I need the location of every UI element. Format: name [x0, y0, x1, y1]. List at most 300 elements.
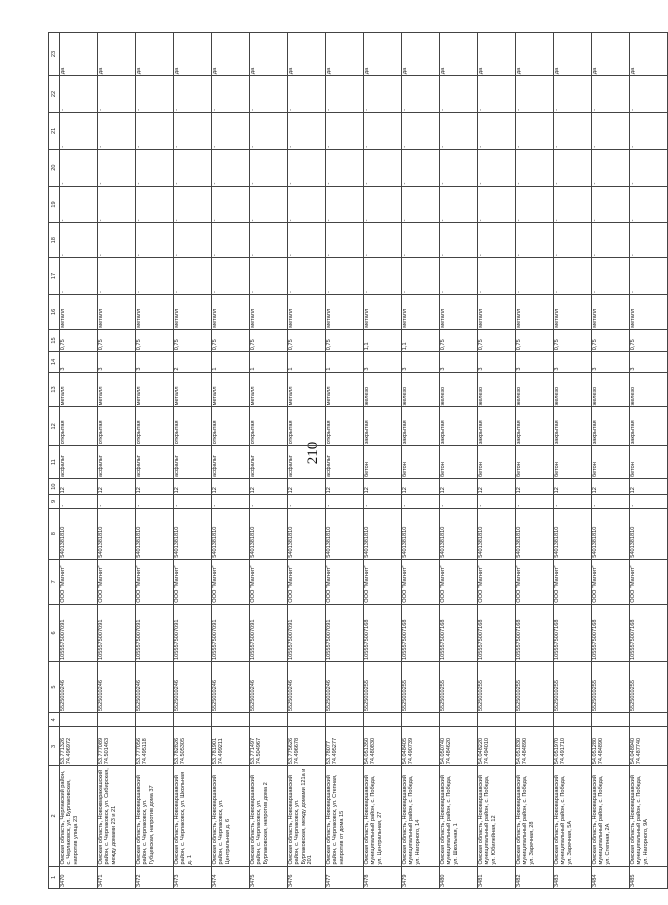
table-cell-col-2: Омская область, Новокваракашский район, с. Черлаковск, ул. Сибирская, между домами 23 и 21 — [98, 766, 136, 866]
table-row — [630, 33, 668, 889]
table-cell-col-8: 5401381810 — [212, 508, 250, 559]
table-cell-col-18: - — [440, 223, 478, 258]
table-cell-col-7: ООО "Магнит" — [288, 559, 326, 604]
table-cell-col-15: 0,75 — [554, 329, 592, 351]
column-number-13: 13 — [49, 372, 60, 407]
table-cell-col-5: 5525010246 — [288, 662, 326, 713]
table-cell-col-14: 3 — [554, 352, 592, 372]
table-cell-col-12: открытая — [174, 407, 212, 446]
table-cell-col-22: - — [440, 76, 478, 113]
table-cell-col-21: - — [516, 112, 554, 149]
table-cell-col-2: Омская область, Нововаршавский муниципальный район, с. Победа, ул. Юбилейная, 12 — [478, 766, 516, 866]
table-cell-col-8: 5401381810 — [174, 508, 212, 559]
table-cell-col-6: 1055575007091 — [60, 604, 98, 661]
table-cell-col-4 — [402, 713, 440, 727]
table-cell-col-13: металл — [136, 372, 174, 407]
table-cell-col-11: асфальт — [136, 446, 174, 479]
table-cell-col-10: 12 — [212, 478, 250, 494]
table-cell-col-14: 1 — [212, 352, 250, 372]
table-cell-col-4 — [60, 713, 98, 727]
table-cell-col-14: 3 — [630, 352, 668, 372]
column-number-16: 16 — [49, 294, 60, 329]
table-cell-col-7: ООО "Магнит" — [592, 559, 630, 604]
table-cell-col-20: - — [364, 149, 402, 186]
table-cell-col-5: 5525010246 — [212, 662, 250, 713]
table-row — [288, 33, 326, 889]
column-number-row — [49, 33, 60, 889]
table-cell-col-7: ООО "Магнит" — [98, 559, 136, 604]
table-cell-col-15: 1,1 — [402, 329, 440, 351]
table-cell-col-21: - — [554, 112, 592, 149]
table-cell-col-9: - — [440, 495, 478, 508]
table-cell-col-1: 3474 — [212, 866, 250, 888]
table-cell-col-21: - — [592, 112, 630, 149]
table-cell-col-18: - — [554, 223, 592, 258]
table-cell-col-3: 53.781901 74.499211 — [212, 727, 250, 766]
table-cell-col-1: 3476 — [288, 866, 326, 888]
table-row — [326, 33, 364, 889]
table-cell-col-2: Омская область, Нововаршавский район, с. Черлаковск, ул. Бурлаковская, между домами 121а и 201 — [288, 766, 326, 866]
table-cell-col-19: - — [630, 186, 668, 223]
table-cell-col-3: 53.775626 74.496678 — [288, 727, 326, 766]
table-cell-col-9: - — [630, 495, 668, 508]
table-cell-col-17: - — [212, 258, 250, 295]
table-cell-col-18: - — [402, 223, 440, 258]
table-cell-col-13: металл — [288, 372, 326, 407]
table-cell-col-10: 12 — [554, 478, 592, 494]
table-cell-col-14: 3 — [364, 352, 402, 372]
table-cell-col-4 — [136, 713, 174, 727]
table-cell-col-20: - — [60, 149, 98, 186]
table-cell-col-10: 12 — [250, 478, 288, 494]
table-cell-col-1: 3472 — [136, 866, 174, 888]
table-cell-col-4 — [98, 713, 136, 727]
table-cell-col-17: - — [592, 258, 630, 295]
table-cell-col-1: 3470 — [60, 866, 98, 888]
table-cell-col-18: - — [174, 223, 212, 258]
table-cell-col-13: железо — [554, 372, 592, 407]
table-cell-col-10: 12 — [136, 478, 174, 494]
table-cell-col-14: 3 — [478, 352, 516, 372]
table-cell-col-15: 0,75 — [136, 329, 174, 351]
table-cell-col-7: ООО "Магнит" — [250, 559, 288, 604]
column-number-2: 2 — [49, 766, 60, 866]
table-cell-col-8: 5401381810 — [98, 508, 136, 559]
table-cell-col-9: - — [326, 495, 364, 508]
table-cell-col-2: Омская область, Нововаршавский район, с. Черлаковск, ул. Степная, напротив от дома 15 — [326, 766, 364, 866]
column-number-12: 12 — [49, 407, 60, 446]
table-cell-col-8: 5401381810 — [516, 508, 554, 559]
table-cell-col-11: бетон — [402, 446, 440, 479]
table-cell-col-23: да — [98, 33, 136, 76]
table-row — [98, 33, 136, 889]
table-cell-col-17: - — [402, 258, 440, 295]
table-cell-col-11: бетон — [364, 446, 402, 479]
table-cell-col-4 — [554, 713, 592, 727]
table-cell-col-23: да — [402, 33, 440, 76]
table-cell-col-19: - — [136, 186, 174, 223]
table-cell-col-5: 5525010255 — [478, 662, 516, 713]
table-cell-col-6: 1055575007168 — [440, 604, 478, 661]
table-cell-col-14: 1 — [250, 352, 288, 372]
table-cell-col-13: металл — [98, 372, 136, 407]
table-cell-col-23: да — [212, 33, 250, 76]
table-cell-col-17: - — [478, 258, 516, 295]
table-cell-col-10: 12 — [98, 478, 136, 494]
table-cell-col-6: 1055575007168 — [592, 604, 630, 661]
table-cell-col-22: - — [212, 76, 250, 113]
column-number-7: 7 — [49, 559, 60, 604]
table-cell-col-11: бетон — [630, 446, 668, 479]
table-cell-col-19: - — [402, 186, 440, 223]
table-cell-col-7: ООО "Магнит" — [554, 559, 592, 604]
table-row — [174, 33, 212, 889]
column-number-21: 21 — [49, 112, 60, 149]
column-number-4: 4 — [49, 713, 60, 727]
table-cell-col-12: открытая — [212, 407, 250, 446]
table-cell-col-23: да — [478, 33, 516, 76]
column-number-6: 6 — [49, 604, 60, 661]
table-row — [60, 33, 98, 889]
table-cell-col-21: - — [440, 112, 478, 149]
column-number-15: 15 — [49, 329, 60, 351]
table-cell-col-7: ООО "Магнит" — [440, 559, 478, 604]
table-cell-col-8: 5401381810 — [592, 508, 630, 559]
table-row — [478, 33, 516, 889]
table-cell-col-17: - — [364, 258, 402, 295]
table-cell-col-10: 12 — [402, 478, 440, 494]
table-cell-col-9: - — [592, 495, 630, 508]
table-cell-col-21: - — [288, 112, 326, 149]
table-cell-col-11: бетон — [478, 446, 516, 479]
table-cell-col-2: Омская область, Нововаршавский муниципальный район, с. Победа, ул. Заречная, 5А — [554, 766, 592, 866]
table-cell-col-9: - — [516, 495, 554, 508]
registry-table — [48, 32, 668, 889]
table-cell-col-7: ООО "Магнит" — [60, 559, 98, 604]
table-cell-col-22: - — [592, 76, 630, 113]
table-cell-col-5: 5525010246 — [136, 662, 174, 713]
table-cell-col-15: 0,75 — [516, 329, 554, 351]
table-cell-col-19: - — [364, 186, 402, 223]
table-cell-col-19: - — [592, 186, 630, 223]
table-cell-col-22: - — [630, 76, 668, 113]
table-cell-col-5: 5525010255 — [402, 662, 440, 713]
table-cell-col-9: - — [288, 495, 326, 508]
table-cell-col-2: Омская область, Нововаршавский район, с. Черлаковск, ул. Бурлаковская, напротив дома 2 — [250, 766, 288, 866]
table-row — [402, 33, 440, 889]
table-cell-col-23: да — [288, 33, 326, 76]
table-cell-col-17: - — [174, 258, 212, 295]
table-cell-col-8: 5401381810 — [630, 508, 668, 559]
table-cell-col-23: да — [326, 33, 364, 76]
table-cell-col-10: 12 — [478, 478, 516, 494]
table-cell-col-12: открытая — [60, 407, 98, 446]
table-cell-col-19: - — [250, 186, 288, 223]
table-cell-col-4 — [326, 713, 364, 727]
table-cell-col-7: ООО "Магнит" — [516, 559, 554, 604]
table-cell-col-17: - — [98, 258, 136, 295]
table-cell-col-14: 3 — [440, 352, 478, 372]
table-cell-col-13: железо — [478, 372, 516, 407]
table-cell-col-16: металл — [174, 294, 212, 329]
table-cell-col-8: 5401381810 — [402, 508, 440, 559]
table-cell-col-5: 5525010255 — [554, 662, 592, 713]
table-cell-col-16: металл — [478, 294, 516, 329]
table-cell-col-1: 3483 — [554, 866, 592, 888]
table-cell-col-6: 1055575007091 — [174, 604, 212, 661]
table-cell-col-1: 3477 — [326, 866, 364, 888]
column-number-23: 23 — [49, 33, 60, 76]
table-cell-col-16: металл — [440, 294, 478, 329]
table-cell-col-5: 5525010246 — [326, 662, 364, 713]
table-cell-col-18: - — [516, 223, 554, 258]
table-cell-col-21: - — [630, 112, 668, 149]
table-cell-col-22: - — [136, 76, 174, 113]
table-cell-col-15: 0,75 — [592, 329, 630, 351]
table-cell-col-6: 1055575007091 — [212, 604, 250, 661]
table-cell-col-13: железо — [402, 372, 440, 407]
table-cell-col-5: 5525010255 — [592, 662, 630, 713]
table-cell-col-22: - — [174, 76, 212, 113]
table-cell-col-15: 1,1 — [364, 329, 402, 351]
table-cell-col-18: - — [592, 223, 630, 258]
table-cell-col-17: - — [554, 258, 592, 295]
table-cell-col-16: металл — [516, 294, 554, 329]
table-cell-col-17: - — [630, 258, 668, 295]
table-cell-col-2: Омская область, Нововаршавский район, с. Черлаковск, ул. Центральная д. 6 — [212, 766, 250, 866]
column-number-10: 10 — [49, 478, 60, 494]
table-cell-col-4 — [592, 713, 630, 727]
table-cell-col-3: 54.051350 74.480830 — [364, 727, 402, 766]
table-cell-col-9: - — [478, 495, 516, 508]
table-cell-col-17: - — [136, 258, 174, 295]
table-cell-col-6: 1055575007091 — [136, 604, 174, 661]
table-cell-col-22: - — [364, 76, 402, 113]
table-cell-col-12: открытая — [326, 407, 364, 446]
table-cell-col-19: - — [478, 186, 516, 223]
table-cell-col-17: - — [60, 258, 98, 295]
table-cell-col-14: 3 — [98, 352, 136, 372]
table-cell-col-2: Омская область, Нововаршавский район, с. Черлаковск, ул. Школьная д. 1 — [174, 766, 212, 866]
table-cell-col-3: 53.782826 74.505305 — [174, 727, 212, 766]
table-cell-col-11: асфальт — [326, 446, 364, 479]
table-cell-col-10: 12 — [174, 478, 212, 494]
table-row — [136, 33, 174, 889]
table-cell-col-14: 3 — [136, 352, 174, 372]
table-cell-col-10: 12 — [516, 478, 554, 494]
table-cell-col-18: - — [326, 223, 364, 258]
table-cell-col-21: - — [136, 112, 174, 149]
table-cell-col-11: асфальт — [174, 446, 212, 479]
table-cell-col-17: - — [326, 258, 364, 295]
table-cell-col-10: 12 — [364, 478, 402, 494]
table-cell-col-6: 1055575007091 — [288, 604, 326, 661]
table-cell-col-20: - — [250, 149, 288, 186]
table-cell-col-23: да — [364, 33, 402, 76]
table-cell-col-18: - — [212, 223, 250, 258]
table-cell-col-13: железо — [364, 372, 402, 407]
table-cell-col-1: 3475 — [250, 866, 288, 888]
table-cell-col-8: 5401381810 — [478, 508, 516, 559]
table-cell-col-5: 5525010255 — [440, 662, 478, 713]
table-cell-col-4 — [630, 713, 668, 727]
table-cell-col-15: 0,75 — [288, 329, 326, 351]
table-cell-col-13: железо — [440, 372, 478, 407]
table-cell-col-20: - — [174, 149, 212, 186]
table-cell-col-16: металл — [288, 294, 326, 329]
column-number-8: 8 — [49, 508, 60, 559]
table-cell-col-4 — [288, 713, 326, 727]
table-cell-col-9: - — [98, 495, 136, 508]
table-cell-col-5: 5525010246 — [174, 662, 212, 713]
table-cell-col-14: 1 — [326, 352, 364, 372]
table-cell-col-22: - — [516, 76, 554, 113]
table-cell-col-19: - — [98, 186, 136, 223]
table-cell-col-20: - — [98, 149, 136, 186]
table-cell-col-21: - — [98, 112, 136, 149]
table-cell-col-7: ООО "Магнит" — [364, 559, 402, 604]
table-cell-col-5: 5525010246 — [60, 662, 98, 713]
table-cell-col-15: 0,75 — [326, 329, 364, 351]
table-cell-col-7: ООО "Магнит" — [402, 559, 440, 604]
table-cell-col-12: открытая — [98, 407, 136, 446]
table-cell-col-19: - — [60, 186, 98, 223]
table-cell-col-6: 1055575007168 — [402, 604, 440, 661]
table-cell-col-16: металл — [250, 294, 288, 329]
table-cell-col-20: - — [592, 149, 630, 186]
table-cell-col-18: - — [478, 223, 516, 258]
table-cell-col-3: 53.771326 74.496972 — [60, 727, 98, 766]
table-cell-col-1: 3481 — [478, 866, 516, 888]
table-cell-col-9: - — [402, 495, 440, 508]
table-cell-col-18: - — [630, 223, 668, 258]
table-cell-col-21: - — [326, 112, 364, 149]
table-cell-col-2: Омская область, Нововаршавский муниципальный район, с. Победа, ул. Нагорного, 14 — [402, 766, 440, 866]
table-cell-col-20: - — [326, 149, 364, 186]
table-cell-col-22: - — [250, 76, 288, 113]
table-cell-col-18: - — [98, 223, 136, 258]
table-cell-col-9: - — [212, 495, 250, 508]
table-cell-col-2: Омская область, Нововаршавский муниципальный район, с. Победа, ул. Степная, 2А — [592, 766, 630, 866]
table-cell-col-11: асфальт — [60, 446, 98, 479]
table-cell-col-8: 5401381810 — [250, 508, 288, 559]
column-number-9: 9 — [49, 495, 60, 508]
table-cell-col-8: 5401381810 — [136, 508, 174, 559]
table-cell-col-9: - — [136, 495, 174, 508]
table-cell-col-1: 3471 — [98, 866, 136, 888]
table-cell-col-6: 1055575007091 — [98, 604, 136, 661]
table-cell-col-19: - — [440, 186, 478, 223]
table-cell-col-2: Омская область, Нововаршавский муниципальный район, с. Победа, ул. Нагорного, 9А — [630, 766, 668, 866]
table-cell-col-1: 3484 — [592, 866, 630, 888]
table-cell-col-5: 5525010255 — [364, 662, 402, 713]
column-number-22: 22 — [49, 76, 60, 113]
table-cell-col-16: металл — [326, 294, 364, 329]
table-cell-col-16: металл — [212, 294, 250, 329]
table-cell-col-21: - — [212, 112, 250, 149]
table-cell-col-16: металл — [592, 294, 630, 329]
column-number-17: 17 — [49, 258, 60, 295]
table-cell-col-21: - — [174, 112, 212, 149]
table-cell-col-3: 54.048405 74.490739 — [402, 727, 440, 766]
table-cell-col-6: 1055575007168 — [630, 604, 668, 661]
table-cell-col-6: 1055575007168 — [478, 604, 516, 661]
table-cell-col-9: - — [364, 495, 402, 508]
table-row — [364, 33, 402, 889]
column-number-5: 5 — [49, 662, 60, 713]
table-cell-col-16: металл — [98, 294, 136, 329]
table-cell-col-15: 0,75 — [250, 329, 288, 351]
table-cell-col-3: 54.051280 74.484890 — [592, 727, 630, 766]
table-body — [60, 33, 668, 889]
table-cell-col-10: 12 — [440, 478, 478, 494]
table-row — [250, 33, 288, 889]
table-cell-col-14: 1 — [288, 352, 326, 372]
table-cell-col-8: 5401381810 — [554, 508, 592, 559]
table-cell-col-22: - — [554, 76, 592, 113]
table-cell-col-7: ООО "Магнит" — [174, 559, 212, 604]
table-cell-col-4 — [440, 713, 478, 727]
table-cell-col-19: - — [516, 186, 554, 223]
table-cell-col-7: ООО "Магнит" — [630, 559, 668, 604]
table-cell-col-3: 53.777089 74.501463 — [98, 727, 136, 766]
table-cell-col-1: 3482 — [516, 866, 554, 888]
table-cell-col-23: да — [60, 33, 98, 76]
table-row — [440, 33, 478, 889]
table-cell-col-3: 54.051970 74.491710 — [554, 727, 592, 766]
table-cell-col-22: - — [326, 76, 364, 113]
table-cell-col-23: да — [136, 33, 174, 76]
table-cell-col-4 — [364, 713, 402, 727]
page-number: 210 — [305, 441, 321, 465]
table-cell-col-19: - — [288, 186, 326, 223]
table-cell-col-11: бетон — [440, 446, 478, 479]
table-cell-col-10: 12 — [592, 478, 630, 494]
table-cell-col-13: металл — [212, 372, 250, 407]
column-number-3: 3 — [49, 727, 60, 766]
table-cell-col-18: - — [60, 223, 98, 258]
column-number-11: 11 — [49, 446, 60, 479]
table-cell-col-7: ООО "Магнит" — [136, 559, 174, 604]
table-cell-col-15: 0,75 — [440, 329, 478, 351]
table-cell-col-21: - — [60, 112, 98, 149]
table-cell-col-16: металл — [630, 294, 668, 329]
table-cell-col-9: - — [250, 495, 288, 508]
table-cell-col-10: 12 — [630, 478, 668, 494]
table-cell-col-23: да — [174, 33, 212, 76]
table-cell-col-6: 1055575007091 — [326, 604, 364, 661]
table-cell-col-10: 12 — [60, 478, 98, 494]
table-cell-col-12: закрытая — [478, 407, 516, 446]
table-cell-col-21: - — [364, 112, 402, 149]
table-cell-col-3: 54.051830 74.484890 — [516, 727, 554, 766]
table-cell-col-18: - — [250, 223, 288, 258]
table-cell-col-11: бетон — [516, 446, 554, 479]
table-cell-col-3: 53.78077 74.495277 — [326, 727, 364, 766]
table-cell-col-22: - — [478, 76, 516, 113]
table-cell-col-17: - — [516, 258, 554, 295]
table-cell-col-2: Омская область, Нововаршавский муниципальный район, с. Победа, ул. Центральная, 27 — [364, 766, 402, 866]
table-cell-col-22: - — [402, 76, 440, 113]
table-cell-col-8: 5401381810 — [288, 508, 326, 559]
table-cell-col-12: закрытая — [630, 407, 668, 446]
table-cell-col-11: асфальт — [212, 446, 250, 479]
table-cell-col-4 — [212, 713, 250, 727]
table-cell-col-1: 3485 — [630, 866, 668, 888]
table-cell-col-5: 5525010255 — [516, 662, 554, 713]
table-cell-col-9: - — [60, 495, 98, 508]
table-cell-col-17: - — [440, 258, 478, 295]
